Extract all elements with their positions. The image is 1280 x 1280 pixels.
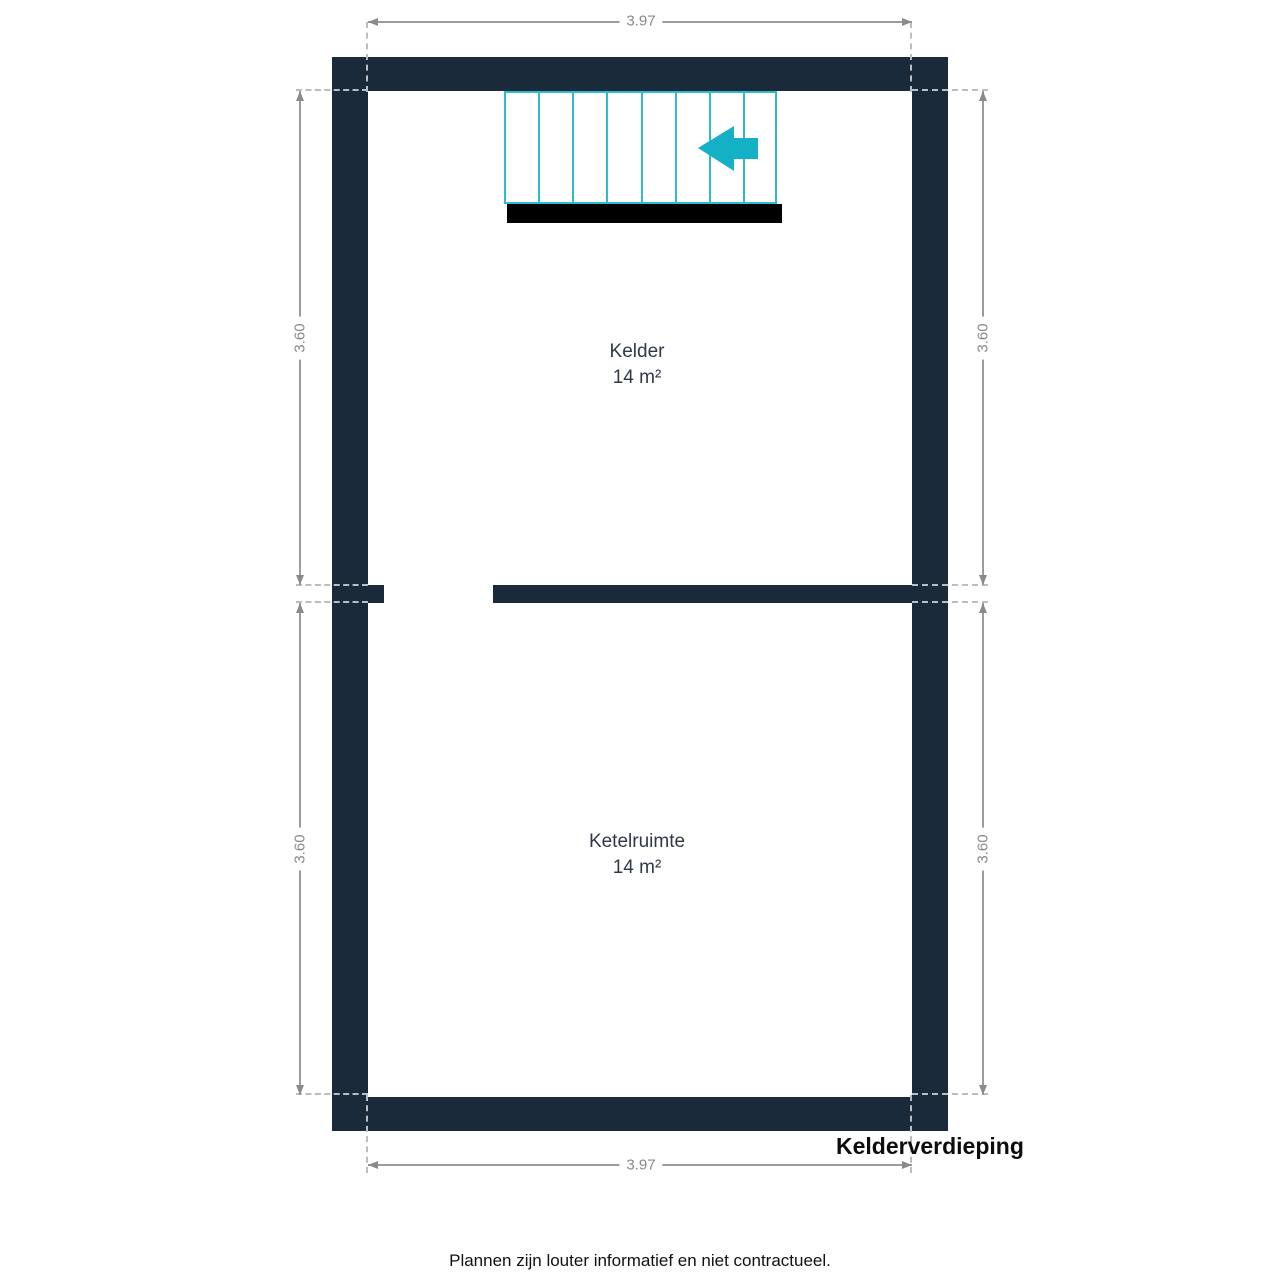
extension-line (910, 22, 912, 92)
room-label-kelder (610, 339, 665, 391)
dimension-arrow (368, 1161, 378, 1169)
extension-line (296, 601, 368, 603)
room-label-ketelruimte (589, 829, 685, 881)
dimension-arrow (296, 1085, 304, 1095)
dimension-label-left-upper: 3.60 (291, 316, 310, 359)
dimension-arrow (296, 91, 304, 101)
extension-line (912, 584, 988, 586)
dimension-arrow (979, 575, 987, 585)
wall-bottom (332, 1097, 948, 1131)
dimension-label-bottom: 3.97 (619, 1156, 662, 1175)
dimension-arrow (902, 1161, 912, 1169)
dimension-label-right-lower: 3.60 (974, 827, 993, 870)
dimension-label-right-upper: 3.60 (974, 316, 993, 359)
wall-top (332, 57, 948, 91)
dimension-arrow (296, 603, 304, 613)
extension-line (366, 22, 368, 92)
dimension-arrow (979, 91, 987, 101)
extension-line (296, 89, 368, 91)
room-area: 14 m² (612, 367, 662, 388)
stair-tread-line (538, 93, 540, 202)
stair-tread-line (572, 93, 574, 202)
wall-divider-stub (368, 585, 384, 603)
stair-tread-line (606, 93, 608, 202)
dimension-label-left-lower: 3.60 (291, 827, 310, 870)
wall-divider (493, 585, 912, 603)
stair-tread-line (675, 93, 677, 202)
room-area: 14 m² (612, 857, 662, 878)
stair-tread-line (641, 93, 643, 202)
extension-line (296, 584, 368, 586)
room-name: Ketelruimte (588, 831, 686, 852)
floor-title: Kelderverdieping (836, 1133, 1024, 1159)
extension-line (912, 601, 988, 603)
dimension-arrow (979, 603, 987, 613)
stairs-landing-bar (507, 204, 782, 223)
dimension-arrow (368, 18, 378, 26)
extension-line (296, 1093, 368, 1095)
dimension-arrow (296, 575, 304, 585)
dimension-arrow (979, 1085, 987, 1095)
extension-line (912, 89, 988, 91)
extension-line (912, 1093, 988, 1095)
room-name: Kelder (609, 341, 665, 362)
dimension-label-top: 3.97 (619, 12, 662, 31)
disclaimer-text: Plannen zijn louter informatief en niet contractueel. (449, 1251, 831, 1270)
wall-right (912, 57, 948, 1131)
wall-left (332, 57, 368, 1131)
dimension-arrow (902, 18, 912, 26)
stairs-direction-arrow-icon (690, 120, 765, 178)
